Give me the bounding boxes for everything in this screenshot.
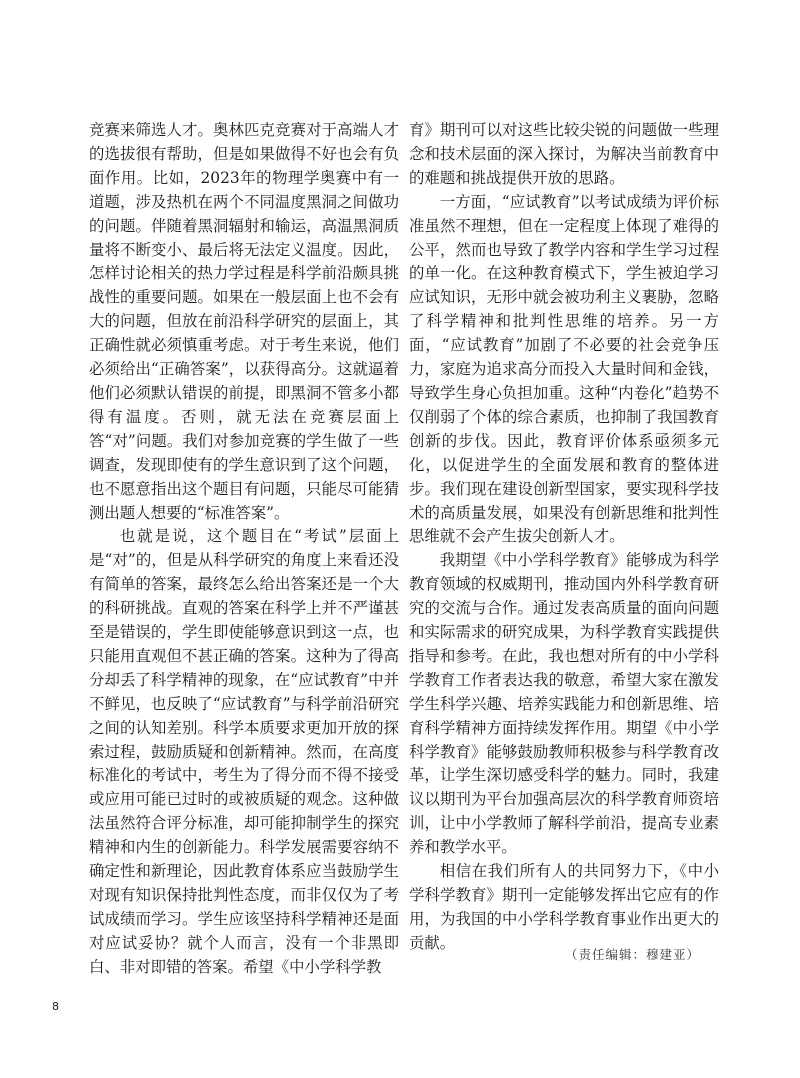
left-column [89,119,399,980]
body-paragraph: 我期望《中小学科学教育》能够成为科学教育领域的权威期刊，推动国内外科学教育研究的交流与合作。通过发表高质量的面向问题和实际需求的研究成果，为科学教育实践提供指导和参考。在此，我也想对所有的中小学科学教育工作者表达我的敬意，希望大家在激发学生科学兴趣、培养实践能力和创新思维、培育科学精神方面持续发挥作用。期望《中小学科学教育》能够鼓励教师积极参与科学教育改革，让学生深切感受科学的魅力。同时，我建议以期刊为平台加强高层次的科学教育师资培训，让中小学教师了解科学前沿，提高专业素养和教学水平。 [409,551,719,857]
body-paragraph: 育》期刊可以对这些比较尖锐的问题做一些理念和技术层面的深入探讨，为解决当前教育中的难题和挑战提供开放的思路。 [409,121,719,187]
body-paragraph: 也就是说，这个题目在“考试”层面上是“对”的，但是从科学研究的角度上来看还没有简单的答案，最终怎么给出答案还是一个大的科研挑战。直观的答案在科学上并不严谨甚至是错误的，学生即使能够意识到这一点，也只能用直观但不甚正确的答案。这种为了得高分却丢了科学精神的现象，在“应试教育”中并不鲜见，也反映了“应试教育”与科学前沿研究之间的认知差别。科学本质要求更加开放的探索过程，鼓励质疑和创新精神。然而，在高度标准化的考试中，考生为了得分而不得不接受或应用可能已过时的或被质疑的观念。这种做法虽然符合评分标准，却可能抑制学生的探究精神和内生的创新能力。科学发展需要容纳不确定性和新理论，因此教育体系应当鼓励学生对现有知识保持批判性态度，而非仅仅为了考试成绩而学习。学生应该坚持科学精神还是面对应试妥协？就个人而言，没有一个非黑即白、非对即错的答案。希望《中小学科学教 [89,527,399,976]
page-number: 8 [52,1000,59,1013]
body-paragraph: 一方面，“应试教育”以考试成绩为评价标准虽然不理想，但在一定程度上体现了难得的公平，然而也导致了教学内容和学生学习过程的单一化。在这种教育模式下，学生被迫学习应试知识，无形中就会被功利主义裹胁，忽略了科学精神和批判性思维的培养。另一方面，“应试教育”加剧了不必要的社会竞争压力，家庭为追求高分而投入大量时间和金钱，导致学生身心负担加重。这种“内卷化”趋势不仅削弱了个体的综合素质，也抑制了我国教育创新的步伐。因此，教育评价体系亟须多元化，以促进学生的全面发展和教育的整体进步。我们现在建设创新型国家，要实现科学技术的高质量发展，如果没有创新思维和批判性思维就不会产生拔尖创新人才。 [409,192,719,546]
body-paragraph: 竞赛来筛选人才。奥林匹克竞赛对于高端人才的选拔很有帮助，但是如果做得不好也会有负面作用。比如，2023年的物理学奥赛中有一道题，涉及热机在两个不同温度黑洞之间做功的问题。伴随着黑洞辐射和输运，高温黑洞质量将不断变小、最后将无法定义温度。因此，怎样讨论相关的热力学过程是科学前沿颇具挑战性的重要问题。如果在一般层面上也不会有大的问题，但放在前沿科学研究的层面上，其正确性就必须慎重考虑。对于考生来说，他们必须给出“正确答案”，以获得高分。这就逼着他们必须默认错误的前提，即黑洞不管多小都得有温度。否则，就无法在竞赛层面上答“对”问题。我们对参加竞赛的学生做了一些调查，发现即使有的学生意识到了这个问题，也不愿意指出这个题目有问题，只能尽可能猜测出题人想要的“标准答案”。 [89,121,399,522]
body-paragraph: 相信在我们所有人的共同努力下，《中小学科学教育》期刊一定能够发挥出它应有的作用，为我国的中小学科学教育事业作出更大的贡献。 [409,862,719,952]
editor-credit: （责任编辑：穆建亚） [564,947,700,962]
right-column [409,119,719,956]
